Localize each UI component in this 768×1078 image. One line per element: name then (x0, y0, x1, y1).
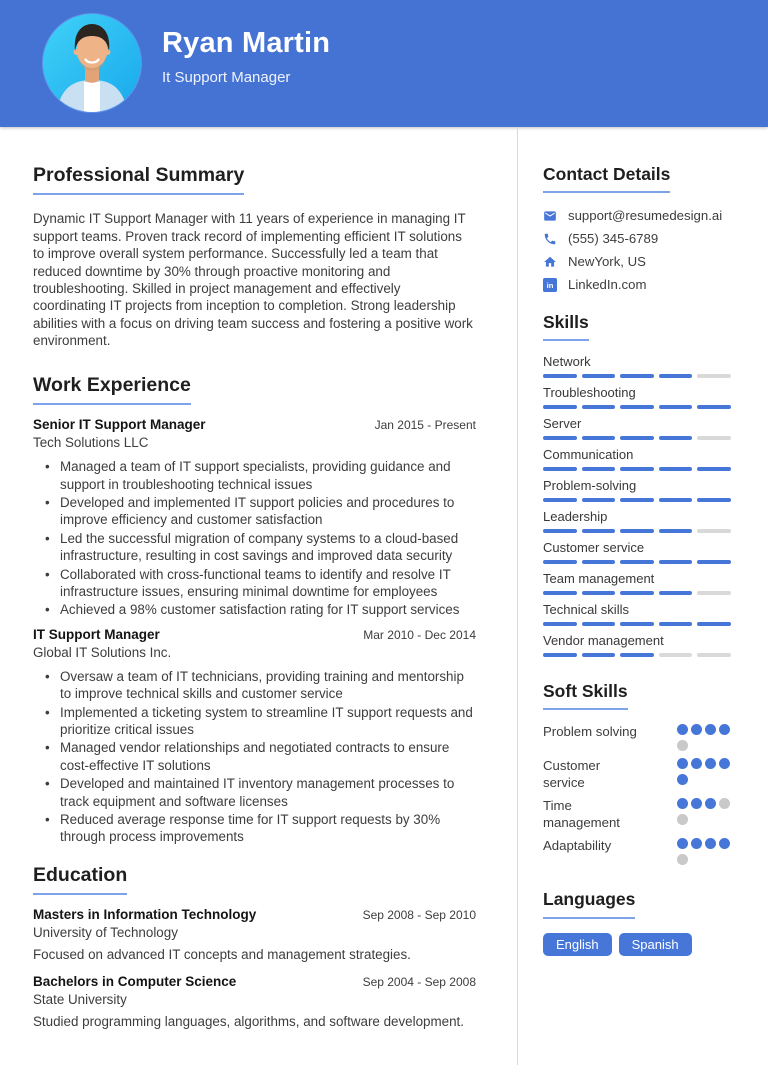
skill-bar-segment (697, 436, 731, 440)
degree-description: Studied programming languages, algorithms, and software development. (33, 1014, 464, 1030)
skill-bar-segment (620, 405, 654, 409)
contact-text: LinkedIn.com (568, 277, 647, 293)
rating-dot (719, 724, 730, 735)
skill-item (543, 385, 731, 409)
soft-skills-heading: Soft Skills (543, 681, 628, 710)
skill-bar-segment (697, 529, 731, 533)
candidate-title: It Support Manager (162, 69, 291, 86)
svg-text:in: in (546, 280, 554, 290)
skill-item (543, 571, 731, 595)
soft-skill-rating (677, 757, 731, 791)
skill-bar-segment (582, 529, 616, 533)
skill-name: Network (543, 354, 591, 370)
job-company: Global IT Solutions Inc. (33, 644, 172, 660)
profile-photo (42, 13, 142, 113)
experience-heading: Work Experience (33, 374, 191, 405)
skill-name: Server (543, 416, 582, 432)
skill-bar-segment (697, 591, 731, 595)
skill-bar-segment (582, 591, 616, 595)
job-dates: Mar 2010 - Dec 2014 (363, 627, 476, 642)
soft-skill-item (543, 757, 731, 791)
skill-name: Vendor management (543, 633, 664, 649)
contact-item (543, 208, 731, 223)
summary-text: Dynamic IT Support Manager with 11 years of experience in managing IT support teams. Proven track record of implementing efficient IT solutions to improve overall system performance. Successfully led a team that reduced downtime by 30% through proactive monitoring and troubleshooting. Skilled in project management and effectively coordinating IT projects from inception to completion. Strong leadership abilities with a focus on driving team success and fostering a positive work environment. (33, 211, 473, 349)
skill-name: Communication (543, 447, 634, 463)
skill-bar-segment (659, 405, 693, 409)
skill-level-bar (543, 529, 731, 533)
rating-dot (677, 774, 688, 785)
contact-text: support@resumedesign.ai (568, 208, 723, 224)
skill-bar-segment (582, 622, 616, 626)
skill-bar-segment (659, 591, 693, 595)
education-section (33, 864, 476, 1029)
rating-dot (705, 798, 716, 809)
job-bullet: • Collaborated with cross-functional teams to identify and resolve IT infrastructure issues, ensuring minimal downtime for employees (33, 566, 476, 601)
skill-level-bar (543, 467, 731, 471)
resume-header (0, 0, 768, 127)
linkedin-icon (543, 278, 557, 292)
soft-skill-name: Problem solving (543, 724, 637, 740)
job-company: Tech Solutions LLC (33, 435, 149, 451)
skill-bar-segment (659, 560, 693, 564)
rating-dot (691, 798, 702, 809)
job-bullet: • Achieved a 98% customer satisfaction rating for IT support services (33, 601, 476, 618)
skill-bar-segment (582, 436, 616, 440)
skill-level-bar (543, 436, 731, 440)
skill-name: Customer service (543, 540, 645, 556)
soft-skill-rating (677, 723, 731, 751)
soft-skill-item (543, 797, 731, 831)
rating-dot (677, 854, 688, 865)
soft-skills-section (543, 681, 731, 865)
skill-level-bar (543, 591, 731, 595)
job-dates: Jan 2015 - Present (374, 418, 476, 433)
rating-dot (719, 798, 730, 809)
contact-text: (555) 345-6789 (568, 231, 659, 247)
soft-skill-name: Customer service (543, 758, 601, 791)
job-bullet: • Reduced average response time for IT support requests by 30% through process improvements (33, 811, 476, 846)
skill-bar-segment (582, 405, 616, 409)
skill-bar-segment (582, 498, 616, 502)
column-divider (517, 127, 518, 1065)
languages-heading: Languages (543, 889, 635, 918)
skill-bar-segment (543, 560, 577, 564)
skill-bar-segment (697, 560, 731, 564)
skill-bar-segment (659, 436, 693, 440)
skill-bar-segment (543, 498, 577, 502)
skill-item (543, 416, 731, 440)
contact-section (543, 164, 731, 292)
skill-bar-segment (543, 374, 577, 378)
rating-dot (677, 758, 688, 769)
job-bullet: • Developed and maintained IT inventory management processes to track equipment and software licenses (33, 775, 476, 810)
main-column (33, 127, 476, 1029)
skill-item (543, 447, 731, 471)
soft-skill-name: Adaptability (543, 838, 612, 854)
skill-bar-segment (620, 436, 654, 440)
job-title: IT Support Manager (33, 626, 160, 642)
skill-bar-segment (697, 653, 731, 657)
rating-dot (705, 838, 716, 849)
skill-level-bar (543, 498, 731, 502)
rating-dot (677, 814, 688, 825)
skill-bar-segment (697, 622, 731, 626)
skill-level-bar (543, 560, 731, 564)
skill-bar-segment (620, 467, 654, 471)
skill-item (543, 633, 731, 657)
home-icon (543, 255, 557, 269)
job-bullet: • Oversaw a team of IT technicians, providing training and mentorship to improve technical skills and customer service (33, 668, 476, 703)
rating-dot (677, 838, 688, 849)
degree-dates: Sep 2008 - Sep 2010 (362, 908, 476, 923)
rating-dot (691, 758, 702, 769)
skill-level-bar (543, 653, 731, 657)
soft-skill-item (543, 837, 731, 865)
skill-bar-segment (543, 405, 577, 409)
job-bullet: • Developed and implemented IT support policies and procedures to improve efficiency and customer satisfaction (33, 494, 476, 529)
skill-bar-segment (659, 467, 693, 471)
job-bullet-list (33, 458, 476, 619)
rating-dot (719, 838, 730, 849)
degree-entry (33, 907, 476, 962)
skill-bar-segment (659, 622, 693, 626)
skill-bar-segment (543, 622, 577, 626)
soft-skills-list (543, 723, 731, 865)
rating-dot (719, 758, 730, 769)
skill-bar-segment (620, 591, 654, 595)
skill-name: Leadership (543, 509, 608, 525)
rating-dot (691, 838, 702, 849)
skill-item (543, 540, 731, 564)
skill-level-bar (543, 374, 731, 378)
skill-bar-segment (582, 374, 616, 378)
skill-bar-segment (620, 529, 654, 533)
contact-heading: Contact Details (543, 164, 670, 193)
rating-dot (691, 724, 702, 735)
contact-list (543, 208, 731, 292)
rating-dot (677, 740, 688, 751)
summary-heading: Professional Summary (33, 164, 244, 195)
job-bullet: • Managed vendor relationships and negotiated contracts to ensure cost-effective IT solutions (33, 739, 476, 774)
language-chip: English (543, 933, 612, 956)
job-entry (33, 417, 476, 619)
phone-icon (543, 232, 557, 246)
degree-dates: Sep 2004 - Sep 2008 (362, 975, 476, 990)
job-entry (33, 627, 476, 846)
degree-school: University of Technology (33, 925, 178, 941)
job-bullet: • Implemented a ticketing system to streamline IT support requests and prioritize critical issues (33, 704, 476, 739)
job-bullet: • Managed a team of IT support specialists, providing guidance and support in troubleshooting technical issues (33, 458, 476, 493)
summary-section (33, 164, 476, 350)
skill-bar-segment (543, 467, 577, 471)
rating-dot (677, 724, 688, 735)
skills-heading: Skills (543, 312, 589, 341)
skill-item (543, 478, 731, 502)
skill-name: Technical skills (543, 602, 629, 618)
contact-item (543, 277, 731, 292)
degree-entry (33, 974, 476, 1029)
skill-bar-segment (697, 374, 731, 378)
skill-level-bar (543, 405, 731, 409)
job-title: Senior IT Support Manager (33, 417, 206, 433)
skill-bar-segment (659, 498, 693, 502)
skill-item (543, 602, 731, 626)
skill-bar-segment (620, 653, 654, 657)
skill-bar-segment (543, 436, 577, 440)
skill-name: Troubleshooting (543, 385, 636, 401)
degree-description: Focused on advanced IT concepts and management strategies. (33, 947, 411, 963)
skill-bar-segment (659, 374, 693, 378)
soft-skill-item (543, 723, 731, 751)
skill-item (543, 509, 731, 533)
degree-title: Bachelors in Computer Science (33, 974, 237, 990)
skills-section (543, 312, 731, 657)
degree-title: Masters in Information Technology (33, 907, 257, 923)
skill-bar-segment (659, 529, 693, 533)
skills-list (543, 354, 731, 657)
language-chip-list (543, 933, 731, 956)
email-icon (543, 209, 557, 223)
skill-bar-segment (697, 467, 731, 471)
skill-bar-segment (543, 591, 577, 595)
skill-item (543, 354, 731, 378)
soft-skill-name: Time management (543, 798, 620, 831)
skill-bar-segment (620, 374, 654, 378)
skill-bar-segment (543, 529, 577, 533)
skill-bar-segment (582, 653, 616, 657)
skill-bar-segment (659, 653, 693, 657)
contact-item (543, 231, 731, 246)
experience-section (33, 374, 476, 846)
degree-school: State University (33, 992, 127, 1008)
skill-bar-segment (582, 560, 616, 564)
skill-level-bar (543, 622, 731, 626)
soft-skill-rating (677, 797, 731, 831)
languages-section (543, 889, 731, 955)
rating-dot (705, 758, 716, 769)
contact-item (543, 254, 731, 269)
skill-name: Problem-solving (543, 478, 637, 494)
skill-name: Team management (543, 571, 655, 587)
skill-bar-segment (620, 622, 654, 626)
skill-bar-segment (543, 653, 577, 657)
candidate-name: Ryan Martin (162, 27, 331, 59)
skill-bar-segment (697, 405, 731, 409)
education-heading: Education (33, 864, 127, 895)
skill-bar-segment (620, 560, 654, 564)
rating-dot (705, 724, 716, 735)
language-chip: Spanish (619, 933, 692, 956)
rating-dot (677, 798, 688, 809)
skill-bar-segment (582, 467, 616, 471)
job-bullet: • Led the successful migration of company systems to a cloud-based infrastructure, resulting in cost savings and improved data security (33, 530, 476, 565)
soft-skill-rating (677, 837, 731, 865)
contact-text: NewYork, US (568, 254, 646, 270)
skill-bar-segment (620, 498, 654, 502)
sidebar-column (543, 127, 731, 956)
skill-bar-segment (697, 498, 731, 502)
job-bullet-list (33, 668, 476, 846)
